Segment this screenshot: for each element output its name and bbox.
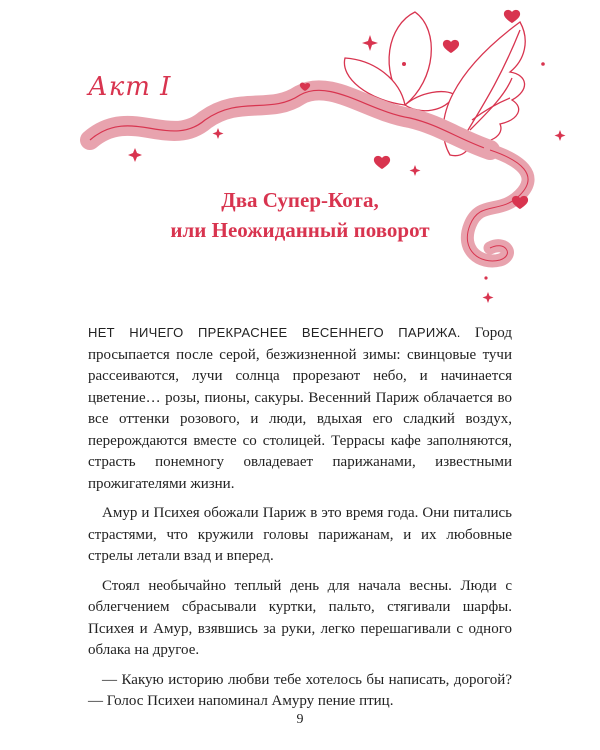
paragraph-1-text: Город просыпается после серой, безжизненной зимы: свинцовые тучи рассеиваются, лучи солнца прорезают небо, и начинается цветение… розы, пионы, сакуры. Весенний Париж облачается во все оттенки розового, и люди, вдыхая его сладкий воздух, перерождаются вместе со столицей. Террасы кафе заполняются, страсть понемногу овладевает парижанами, известными прожигателями жизни.	[88, 325, 512, 492]
paragraph-1	[88, 322, 512, 495]
paragraph-4: — Какую историю любви тебе хотелось бы написать, дорогой? — Голос Психеи напоминал Амуру пение птиц.	[88, 671, 512, 709]
paragraph-3: Стоял необычайно теплый день для начала весны. Люди с облегчением сбрасывали куртки, пальто, стягивали шарфы. Психея и Амур, взявшись за руки, легко перешагивали с одного облака на другое.	[88, 577, 512, 658]
chapter-title	[150, 185, 450, 245]
chapter-title-line2: или Неожиданный поворот	[170, 218, 430, 242]
act-label: Акт I	[88, 72, 172, 102]
page-number: 9	[296, 712, 304, 727]
lead-caps: НЕТ НИЧЕГО ПРЕКРАСНЕЕ ВЕСЕННЕГО ПАРИЖА.	[88, 325, 461, 340]
chapter-title-line1: Два Супер-Кота,	[221, 188, 379, 212]
ribbon-decoration	[0, 0, 600, 330]
paragraph-2: Амур и Психея обожали Париж в это время года. Они питались страстями, что кружили головы парижанам, и их любовные стрелы летали взад и вперед.	[88, 505, 512, 564]
chapter-text	[88, 322, 512, 721]
